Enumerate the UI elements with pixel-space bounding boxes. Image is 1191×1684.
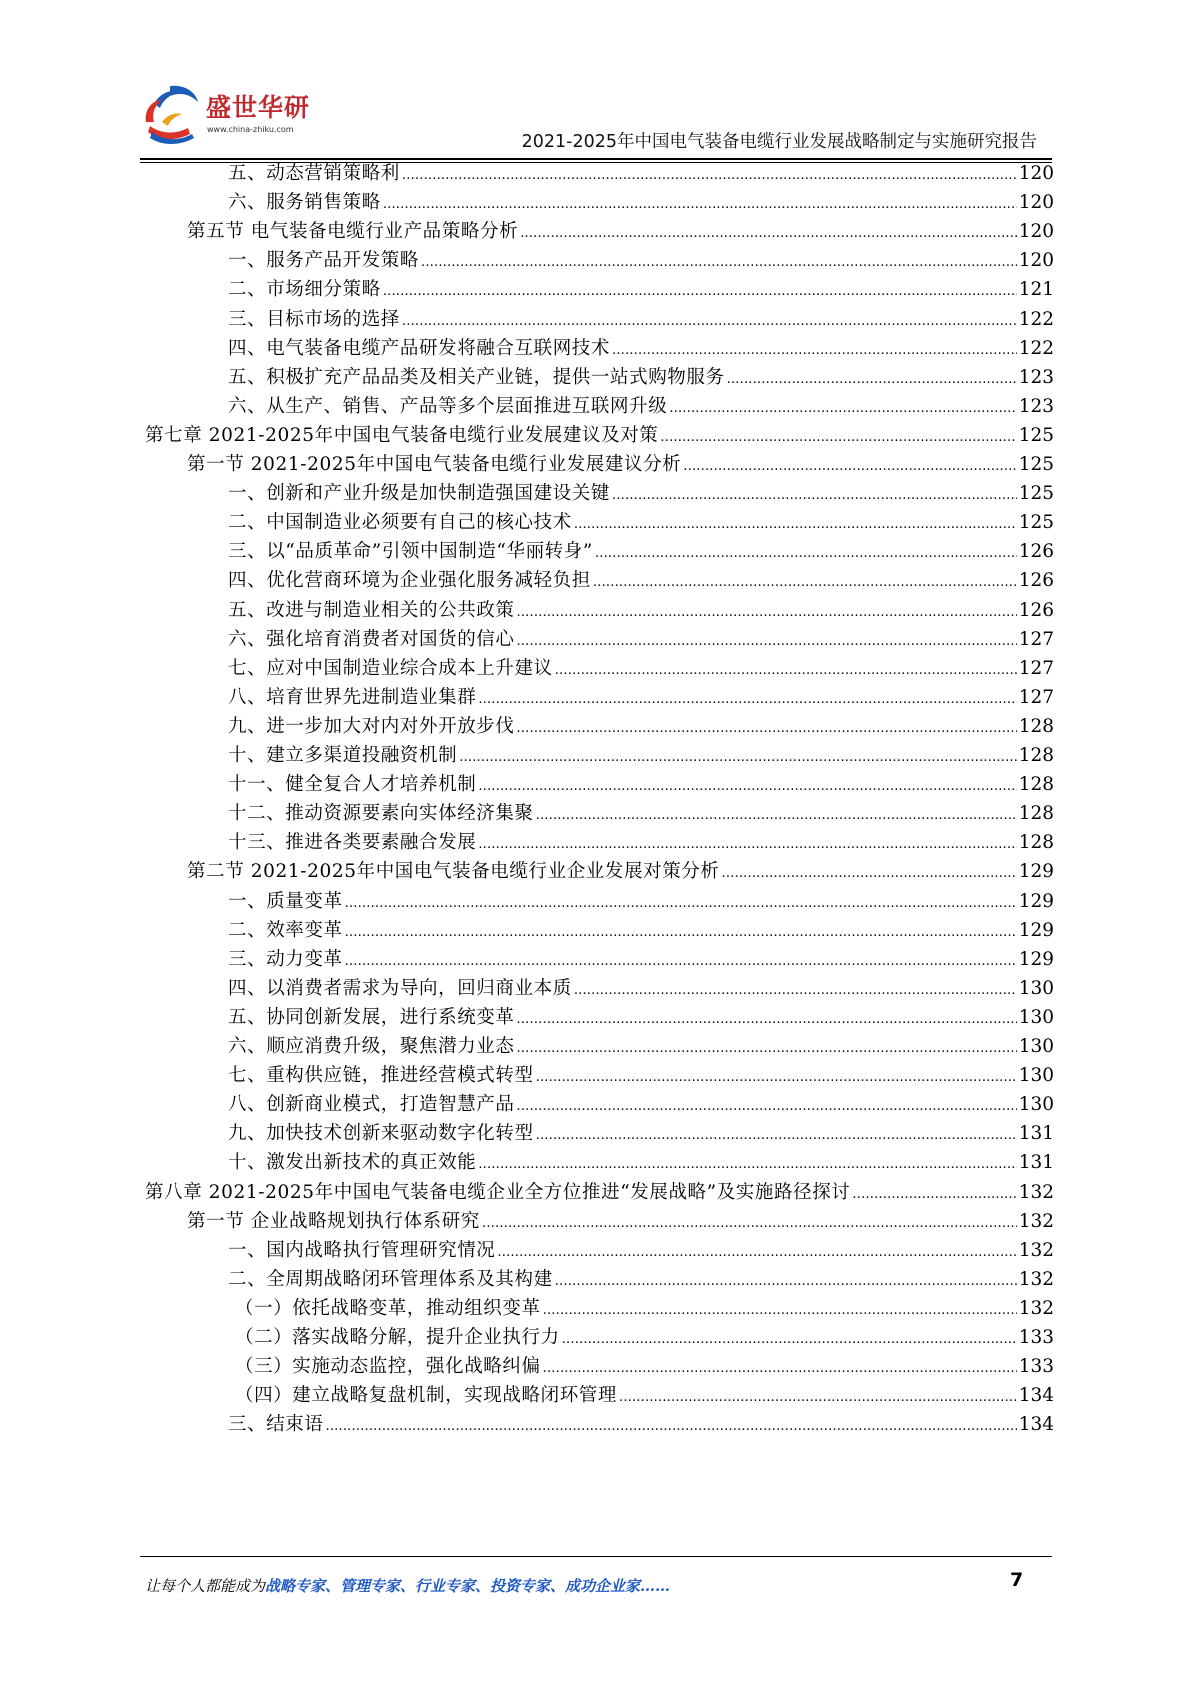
- toc-entry[interactable]: [228, 711, 1054, 742]
- toc-entry-page: 132: [1018, 1297, 1054, 1319]
- toc-dot-leader: [517, 595, 1017, 626]
- toc-entry-page: 134: [1018, 1385, 1054, 1407]
- toc-entry-page: 130: [1018, 1094, 1054, 1116]
- toc-entry-page: 121: [1018, 279, 1054, 301]
- toc-dot-leader: [517, 1002, 1017, 1033]
- logo-mark-icon: [140, 82, 202, 146]
- toc-entry[interactable]: [228, 158, 1054, 189]
- toc-entry[interactable]: [228, 507, 1054, 538]
- toc-dot-leader: [497, 1235, 1016, 1266]
- toc-dot-leader: [612, 478, 1017, 509]
- toc-dot-leader: [482, 1206, 1017, 1237]
- toc-dot-leader: [722, 856, 1017, 887]
- toc-entry-page: 131: [1018, 1152, 1054, 1174]
- toc-dot-leader: [520, 216, 1017, 247]
- toc-entry-page: 133: [1018, 1327, 1054, 1348]
- toc-dot-leader: [536, 798, 1017, 829]
- toc-entry-page: 131: [1018, 1123, 1054, 1145]
- toc-entry-title: 十一、健全复合人才培养机制: [228, 774, 477, 796]
- toc-entry-page: 130: [1018, 1006, 1054, 1028]
- toc-entry-page: 132: [1018, 1239, 1054, 1261]
- toc-entry-title: 第一节 企业战略规划执行体系研究: [187, 1210, 480, 1232]
- toc-entry-title: （三）实施动态监控，强化战略纠偏: [235, 1356, 541, 1378]
- toc-dot-leader: [727, 362, 1017, 393]
- toc-entry-title: 二、市场细分策略: [228, 279, 381, 301]
- toc-entry[interactable]: [235, 1322, 1054, 1353]
- toc-entry-page: 123: [1018, 366, 1054, 388]
- toc-dot-leader: [536, 1118, 1017, 1149]
- toc-entry-page: 125: [1018, 424, 1054, 446]
- toc-entry-title: 第二节 2021-2025年中国电气装备电缆行业企业发展对策分析: [187, 861, 720, 883]
- toc-entry-page: 133: [1018, 1356, 1054, 1378]
- toc-entry-page: 134: [1018, 1414, 1054, 1436]
- toc-dot-leader: [593, 565, 1017, 596]
- toc-entry-page: 126: [1018, 599, 1054, 621]
- toc-entry-title: 十、激发出新技术的真正效能: [228, 1152, 477, 1174]
- toc-entry[interactable]: [228, 245, 1054, 276]
- toc-dot-leader: [619, 1380, 1017, 1411]
- toc-entry-page: 129: [1018, 948, 1054, 970]
- toc-entry[interactable]: [228, 944, 1054, 975]
- toc-dot-leader: [383, 187, 1017, 218]
- logo-url: www.china-zhiku.com: [207, 125, 294, 134]
- toc-dot-leader: [402, 304, 1017, 335]
- toc-entry[interactable]: [228, 973, 1054, 1004]
- toc-dot-leader: [574, 973, 1017, 1004]
- toc-entry-title: 六、服务销售策略: [228, 192, 381, 214]
- toc-entry[interactable]: [145, 1177, 1054, 1208]
- toc-entry[interactable]: [228, 682, 1054, 713]
- toc-dot-leader: [517, 624, 1017, 655]
- toc-dot-leader: [555, 653, 1017, 684]
- toc-entry-title: （一）依托战略变革，推动组织变革: [235, 1297, 541, 1319]
- toc-entry-page: 120: [1018, 192, 1054, 214]
- toc-entry[interactable]: [228, 1409, 1054, 1440]
- toc-dot-leader: [852, 1177, 1016, 1208]
- toc-entry-page: 126: [1018, 570, 1054, 592]
- toc-entry-title: 第五节 电气装备电缆行业产品策略分析: [187, 221, 519, 243]
- toc-entry[interactable]: [235, 1380, 1054, 1411]
- toc-dot-leader: [562, 1322, 1017, 1353]
- toc-entry[interactable]: [228, 362, 1054, 393]
- toc-dot-leader: [669, 391, 1016, 422]
- toc-entry[interactable]: [228, 274, 1054, 305]
- toc-dot-leader: [517, 1031, 1017, 1062]
- toc-entry[interactable]: [228, 740, 1054, 771]
- toc-entry-title: 五、动态营销策略利: [228, 163, 400, 184]
- toc-entry[interactable]: [187, 216, 1054, 247]
- toc-entry-title: 五、协同创新发展，进行系统变革: [228, 1006, 515, 1028]
- toc-dot-leader: [478, 769, 1016, 800]
- toc-dot-leader: [326, 1409, 1017, 1440]
- toc-entry-title: 三、以“品质革命”引领中国制造“华丽转身”: [228, 541, 593, 563]
- toc-entry[interactable]: [228, 769, 1054, 800]
- toc-dot-leader: [383, 274, 1017, 305]
- toc-entry[interactable]: [228, 1118, 1054, 1149]
- company-logo: [140, 82, 315, 152]
- toc-entry[interactable]: [228, 536, 1054, 567]
- toc-entry-page: 130: [1018, 977, 1054, 999]
- toc-dot-leader: [478, 682, 1016, 713]
- toc-entry[interactable]: [187, 856, 1054, 887]
- toc-entry-page: 120: [1018, 221, 1054, 243]
- toc-entry-title: 一、质量变革: [228, 890, 343, 912]
- toc-entry-page: 128: [1018, 715, 1054, 737]
- toc-dot-leader: [517, 1089, 1017, 1120]
- toc-entry[interactable]: [145, 420, 1054, 451]
- toc-entry-title: 八、创新商业模式，打造智慧产品: [228, 1094, 515, 1116]
- toc-entry-page: 127: [1018, 657, 1054, 679]
- toc-entry-title: 四、优化营商环境为企业强化服务减轻负担: [228, 570, 591, 592]
- toc-entry-page: 122: [1018, 337, 1054, 359]
- toc-entry[interactable]: [228, 391, 1054, 422]
- footer-divider: [140, 1556, 1052, 1557]
- toc-dot-leader: [345, 944, 1017, 975]
- toc-entry-title: （二）落实战略分解，提升企业执行力: [235, 1327, 560, 1348]
- toc-dot-leader: [402, 158, 1017, 189]
- footer-slogan: [145, 1575, 670, 1596]
- toc-entry-title: 一、创新和产业升级是加快制造强国建设关键: [228, 483, 611, 505]
- toc-entry-page: 130: [1018, 1065, 1054, 1087]
- toc-dot-leader: [478, 827, 1016, 858]
- toc-entry-title: 九、加快技术创新来驱动数字化转型: [228, 1123, 534, 1145]
- toc-dot-leader: [555, 1264, 1017, 1295]
- toc-entry[interactable]: [228, 915, 1054, 946]
- toc-entry-title: 八、培育世界先进制造业集群: [228, 686, 477, 708]
- logo-text: 盛世华研: [206, 93, 311, 122]
- toc-entry[interactable]: [228, 624, 1054, 655]
- toc-entry-page: 125: [1018, 454, 1054, 475]
- report-title: 2021-2025年中国电气装备电缆行业发展战略制定与实施研究报告: [521, 132, 1037, 152]
- toc-dot-leader: [345, 886, 1017, 917]
- toc-entry-title: 十二、推动资源要素向实体经济集聚: [228, 803, 534, 825]
- toc-entry-title: 五、改进与制造业相关的公共政策: [228, 599, 515, 621]
- toc-entry-title: 六、从生产、销售、产品等多个层面推进互联网升级: [228, 395, 668, 417]
- toc-entry-page: 125: [1018, 512, 1054, 534]
- page-number: 7: [1010, 1569, 1024, 1591]
- toc-entry-title: 三、结束语: [228, 1414, 324, 1436]
- toc-dot-leader: [421, 245, 1017, 276]
- toc-entry[interactable]: [228, 798, 1054, 829]
- toc-entry-title: 二、中国制造业必须要有自己的核心技术: [228, 512, 572, 534]
- toc-dot-leader: [574, 507, 1017, 538]
- toc-entry-page: 128: [1018, 832, 1054, 854]
- toc-entry[interactable]: [228, 827, 1054, 858]
- toc-entry-page: 123: [1018, 395, 1054, 417]
- toc-entry[interactable]: [228, 886, 1054, 917]
- toc-entry[interactable]: [228, 478, 1054, 509]
- toc-entry[interactable]: [235, 1293, 1054, 1324]
- toc-entry-title: 三、动力变革: [228, 948, 343, 970]
- toc-entry[interactable]: [228, 333, 1054, 364]
- toc-entry[interactable]: [235, 1351, 1054, 1382]
- footer-slogan-accent: 战略专家、管理专家、行业专家、投资专家、成功企业家……: [265, 1577, 671, 1595]
- toc-entry[interactable]: [228, 1031, 1054, 1062]
- toc-entry-title: 一、服务产品开发策略: [228, 250, 420, 272]
- toc-dot-leader: [683, 449, 1016, 480]
- toc-entry-title: 七、应对中国制造业综合成本上升建议: [228, 657, 553, 679]
- toc-entry-page: 120: [1018, 250, 1054, 272]
- toc-entry-page: 129: [1018, 919, 1054, 941]
- footer-slogan-prefix: 让每个人都能成为: [145, 1577, 266, 1595]
- toc-entry-title: 第八章 2021-2025年中国电气装备电缆企业全方位推进“发展战略”及实施路径探讨: [145, 1181, 851, 1203]
- toc-entry-page: 132: [1018, 1181, 1054, 1203]
- toc-entry[interactable]: [228, 1235, 1054, 1266]
- toc-entry[interactable]: [228, 1147, 1054, 1178]
- toc-entry-title: 四、以消费者需求为导向，回归商业本质: [228, 977, 572, 999]
- toc-entry-page: 120: [1018, 163, 1054, 184]
- toc-entry-title: 二、全周期战略闭环管理体系及其构建: [228, 1268, 553, 1290]
- toc-entry-page: 126: [1018, 541, 1054, 563]
- toc-dot-leader: [612, 333, 1017, 364]
- toc-entry[interactable]: [187, 1206, 1054, 1237]
- toc-entry[interactable]: [228, 1089, 1054, 1120]
- toc-entry[interactable]: [228, 565, 1054, 596]
- toc-dot-leader: [517, 711, 1017, 742]
- toc-dot-leader: [543, 1351, 1017, 1382]
- toc-entry-page: 125: [1018, 483, 1054, 505]
- toc-entry-page: 132: [1018, 1210, 1054, 1232]
- toc-dot-leader: [536, 1060, 1017, 1091]
- toc-entry[interactable]: [228, 304, 1054, 335]
- toc-entry-page: 132: [1018, 1268, 1054, 1290]
- toc-dot-leader: [478, 1147, 1016, 1178]
- toc-entry-page: 129: [1018, 890, 1054, 912]
- toc-entry-title: 五、积极扩充产品品类及相关产业链，提供一站式购物服务: [228, 366, 725, 388]
- toc-entry-title: 一、国内战略执行管理研究情况: [228, 1239, 496, 1261]
- toc-entry-title: 九、进一步加大对内对外开放步伐: [228, 715, 515, 737]
- toc-entry-page: 128: [1018, 774, 1054, 796]
- toc-entry-title: 四、电气装备电缆产品研发将融合互联网技术: [228, 337, 611, 359]
- toc-dot-leader: [595, 536, 1017, 567]
- toc-entry-title: （四）建立战略复盘机制，实现战略闭环管理: [235, 1385, 618, 1407]
- toc-entry-page: 128: [1018, 745, 1054, 766]
- toc-entry-title: 三、目标市场的选择: [228, 308, 400, 330]
- toc-entry[interactable]: [187, 449, 1054, 480]
- toc-entry-title: 七、重构供应链，推进经营模式转型: [228, 1065, 534, 1087]
- toc-entry-page: 122: [1018, 308, 1054, 330]
- toc-entry[interactable]: [228, 1264, 1054, 1295]
- toc-dot-leader: [459, 740, 1016, 771]
- toc-entry-title: 第一节 2021-2025年中国电气装备电缆行业发展建议分析: [187, 454, 682, 475]
- toc-entry[interactable]: [228, 1060, 1054, 1091]
- page-header: [0, 0, 1191, 170]
- toc-entry-page: 127: [1018, 628, 1054, 650]
- toc-entry-title: 六、顺应消费升级，聚焦潜力业态: [228, 1036, 515, 1057]
- toc-entry[interactable]: [228, 187, 1054, 218]
- toc-entry-page: 127: [1018, 686, 1054, 708]
- toc-entry-page: 130: [1018, 1036, 1054, 1057]
- toc-entry[interactable]: [228, 595, 1054, 626]
- toc-entry-title: 十三、推进各类要素融合发展: [228, 832, 477, 854]
- toc-entry-page: 128: [1018, 803, 1054, 825]
- toc-entry-page: 129: [1018, 861, 1054, 883]
- toc-entry[interactable]: [228, 653, 1054, 684]
- toc-entry-title: 二、效率变革: [228, 919, 343, 941]
- toc-entry-title: 六、强化培育消费者对国货的信心: [228, 628, 515, 650]
- toc-entry[interactable]: [228, 1002, 1054, 1033]
- toc-dot-leader: [345, 915, 1017, 946]
- toc-dot-leader: [543, 1293, 1017, 1324]
- toc-entry-title: 十、建立多渠道投融资机制: [228, 745, 458, 766]
- toc-entry-title: 第七章 2021-2025年中国电气装备电缆行业发展建议及对策: [145, 424, 659, 446]
- toc-dot-leader: [660, 420, 1016, 451]
